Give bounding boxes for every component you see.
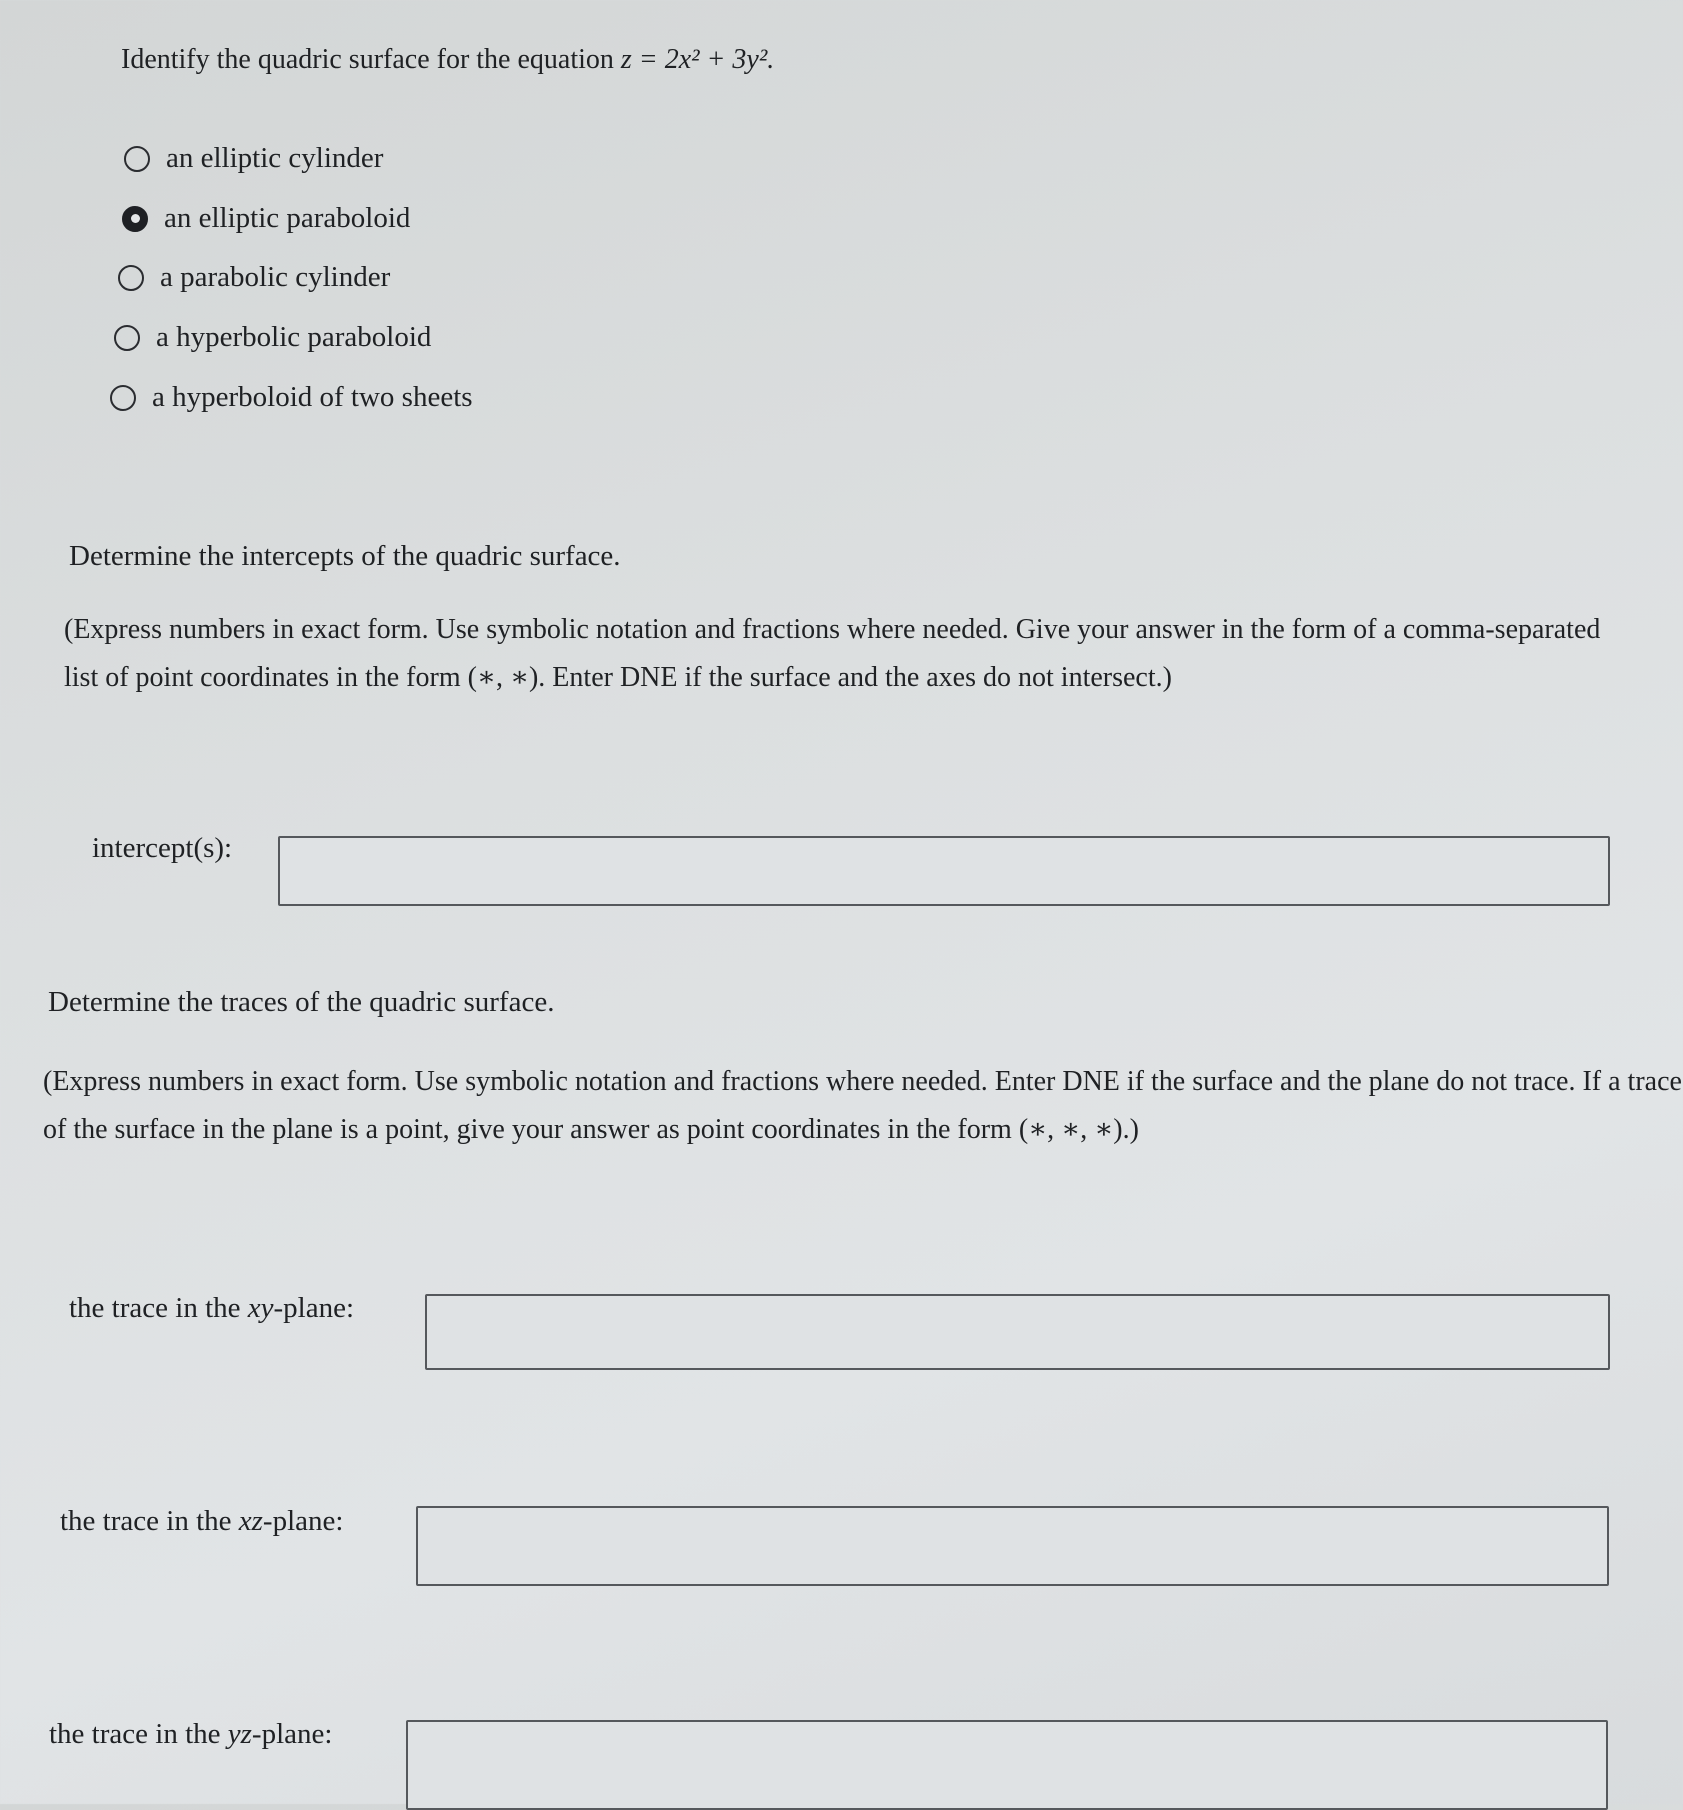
question-title — [121, 44, 774, 76]
radio-button[interactable] — [110, 385, 136, 411]
xy-trace-input[interactable] — [425, 1294, 1610, 1370]
radio-button-selected[interactable] — [122, 206, 148, 232]
option-label: an elliptic cylinder — [166, 142, 384, 174]
option-label: an elliptic paraboloid — [164, 202, 411, 234]
option-elliptic-cylinder[interactable] — [124, 142, 383, 175]
xy-trace-label: the trace in the xy-plane: — [69, 1292, 355, 1324]
intercepts-instructions: (Express numbers in exact form. Use symbolic notation and fractions where needed. Give your answer in the form of a comma-separated list of point coordinates in the form (∗, ∗). Enter DNE if the surface and the axes do not intersect.) — [64, 614, 1601, 693]
option-label: a hyperboloid of two sheets — [152, 381, 473, 413]
option-label: a parabolic cylinder — [160, 261, 391, 293]
traces-instructions: (Express numbers in exact form. Use symbolic notation and fractions where needed. Enter DNE if the surface and the plane do not trace. If a trace of the surface in the plane is a point, give your answer as point coordinates in the form (∗, ∗, ∗).) — [43, 1066, 1682, 1145]
yz-trace-input[interactable] — [406, 1720, 1608, 1810]
intercepts-heading: Determine the intercepts of the quadric surface. — [69, 540, 621, 572]
option-hyperbolic-paraboloid[interactable] — [114, 321, 431, 354]
option-hyperboloid-two-sheets[interactable] — [110, 381, 473, 414]
intercepts-label: intercept(s): — [92, 832, 233, 864]
xz-trace-label: the trace in the xz-plane: — [60, 1505, 344, 1537]
yz-trace-label: the trace in the yz-plane: — [49, 1718, 333, 1750]
radio-button[interactable] — [124, 146, 150, 172]
traces-heading: Determine the traces of the quadric surface. — [48, 986, 555, 1018]
option-parabolic-cylinder[interactable] — [118, 261, 390, 294]
question-prefix: Identify the quadric surface for the equation — [121, 44, 621, 75]
option-label: a hyperbolic paraboloid — [156, 321, 432, 353]
equation: z = 2x² + 3y². — [620, 44, 775, 75]
radio-button[interactable] — [118, 265, 144, 291]
intercepts-input[interactable] — [278, 836, 1610, 906]
radio-button[interactable] — [114, 325, 140, 351]
xz-trace-input[interactable] — [416, 1506, 1609, 1586]
option-elliptic-paraboloid[interactable] — [122, 202, 410, 235]
